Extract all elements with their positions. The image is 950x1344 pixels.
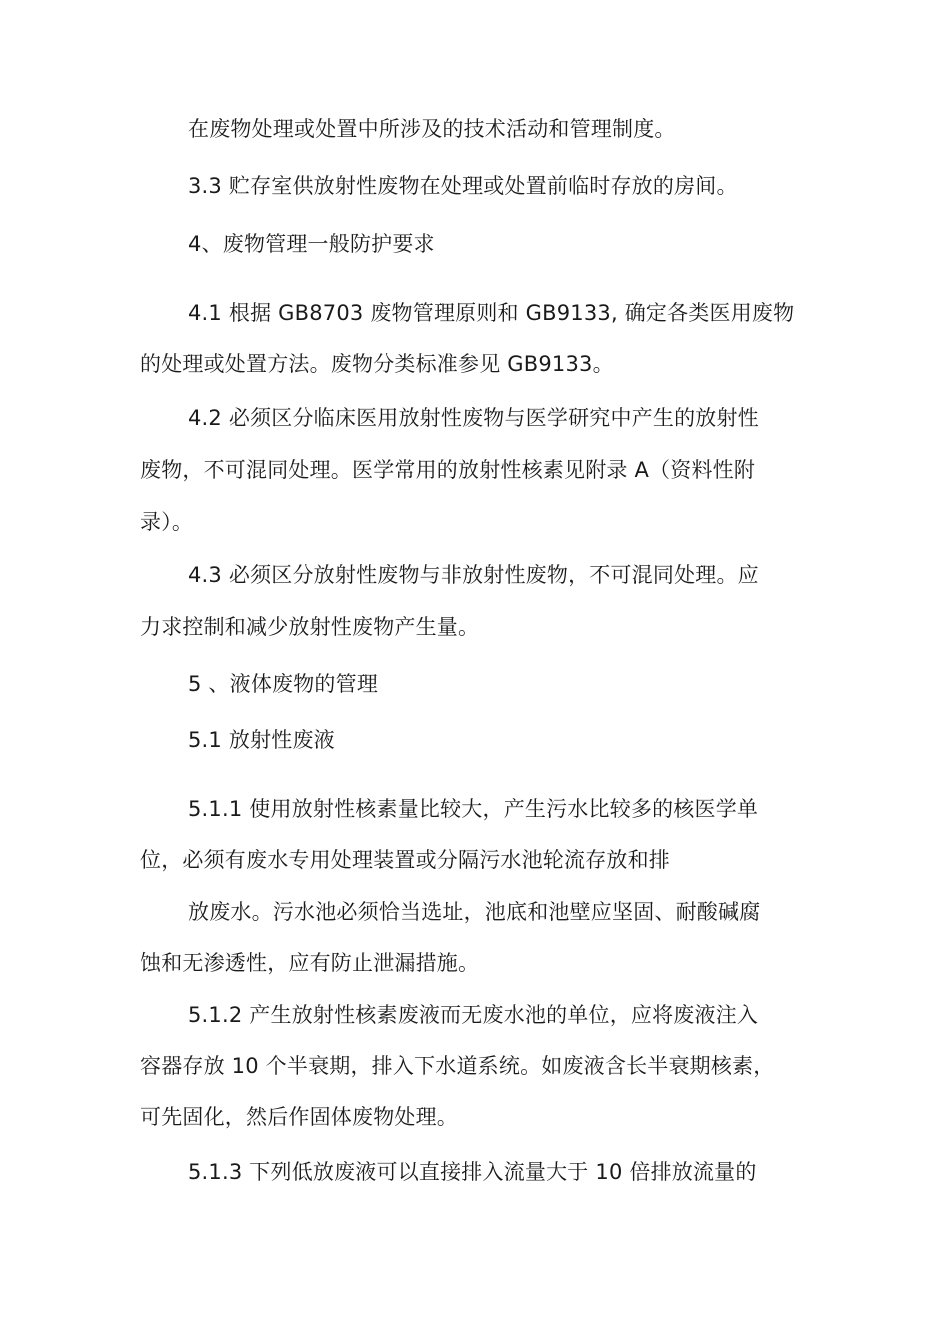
subsection-heading: 5.1 放射性废液 [188, 728, 335, 752]
text-line: 蚀和无渗透性，应有防止泄漏措施。 [140, 951, 480, 975]
text-line: 5.1.3 下列低放废液可以直接排入流量大于 10 倍排放流量的 [188, 1160, 757, 1184]
text-line: 5.1.1 使用放射性核素量比较大，产生污水比较多的核医学单 [188, 797, 759, 821]
section-heading: 5 、液体废物的管理 [188, 672, 379, 696]
text-line: 可先固化，然后作固体废物处理。 [140, 1105, 458, 1129]
text-line: 容器存放 10 个半衰期，排入下水道系统。如废液含长半衰期核素， [140, 1054, 775, 1078]
text-line: 4.3 必须区分放射性废物与非放射性废物，不可混同处理。应 [188, 563, 759, 587]
text-line: 在废物处理或处置中所涉及的技术活动和管理制度。 [188, 117, 676, 141]
section-heading: 4、废物管理一般防护要求 [188, 232, 435, 256]
text-line: 废物，不可混同处理。医学常用的放射性核素见附录 A（资料性附 [140, 458, 756, 482]
text-line: 放废水。污水池必须恰当选址，池底和池壁应坚固、耐酸碱腐 [188, 900, 761, 924]
text-line: 4.1 根据 GB8703 废物管理原则和 GB9133, 确定各类医用废物 [188, 301, 795, 325]
text-line: 位，必须有废水专用处理装置或分隔污水池轮流存放和排 [140, 848, 670, 872]
text-line: 5.1.2 产生放射性核素废液而无废水池的单位，应将废液注入 [188, 1003, 759, 1027]
text-line: 录）。 [140, 510, 194, 534]
text-line: 3.3 贮存室供放射性废物在处理或处置前临时存放的房间。 [188, 174, 738, 198]
text-line: 力求控制和减少放射性废物产生量。 [140, 615, 480, 639]
text-line: 的处理或处置方法。废物分类标准参见 GB9133。 [140, 352, 614, 376]
text-line: 4.2 必须区分临床医用放射性废物与医学研究中产生的放射性 [188, 406, 759, 430]
